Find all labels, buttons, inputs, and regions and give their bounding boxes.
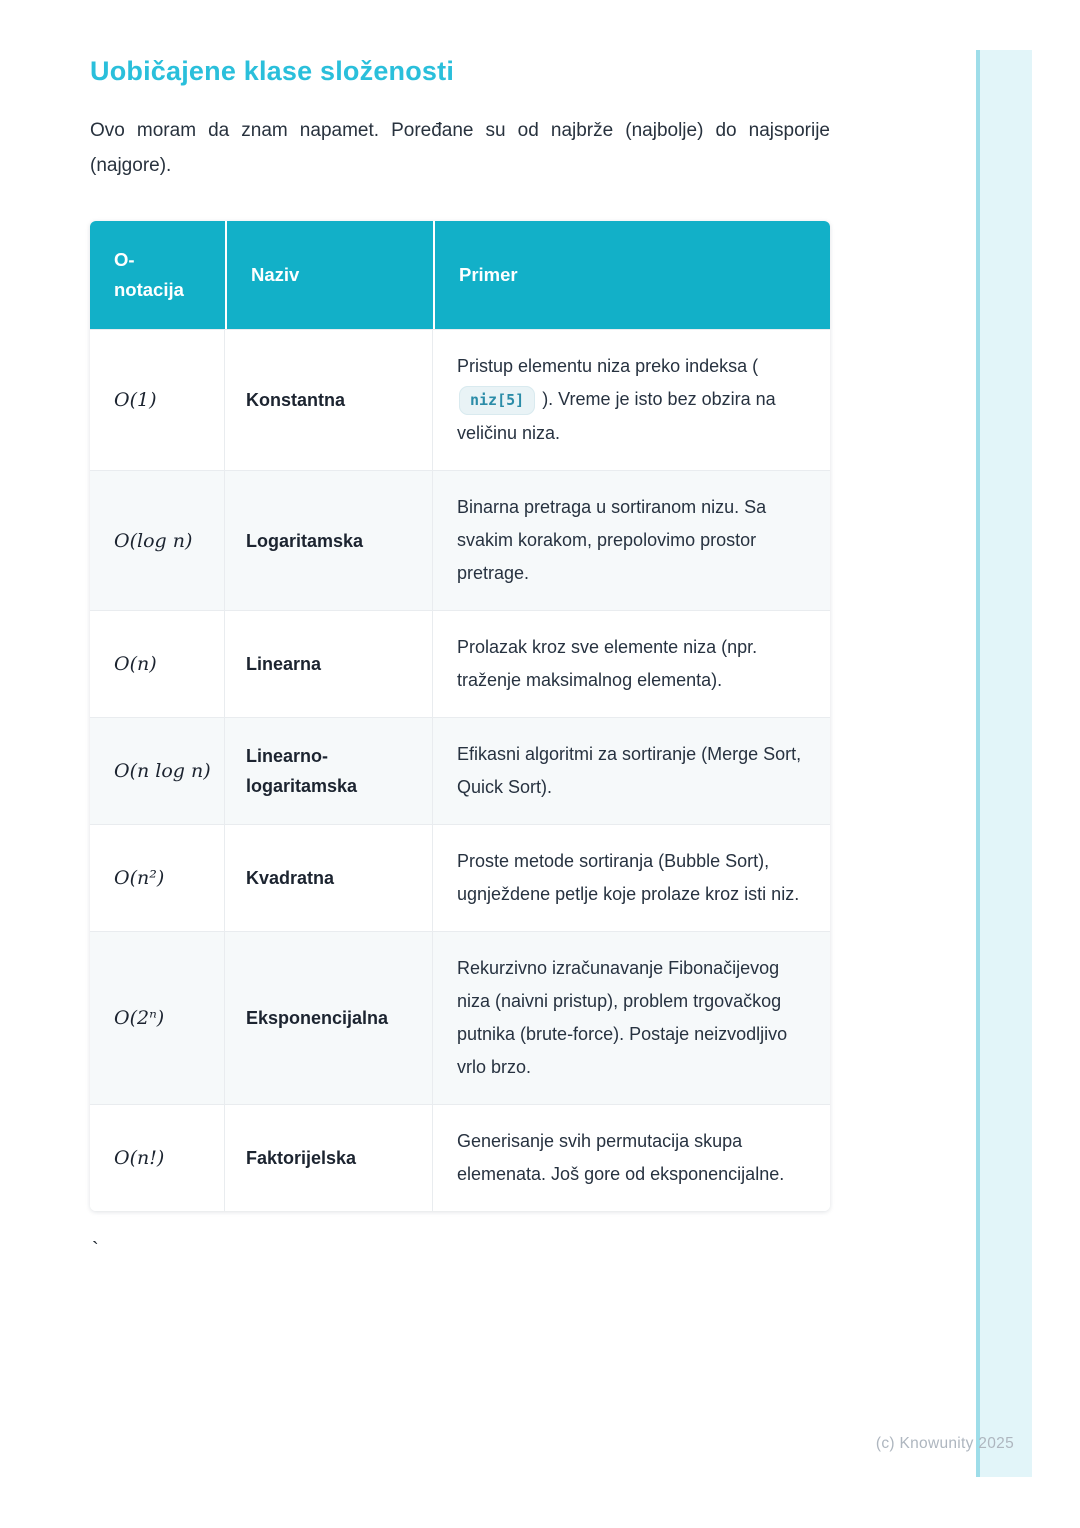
notation-cell: O(n) [90,610,225,717]
header-cell-o-notacija: O-notacija [90,221,225,329]
example-cell [433,931,830,1104]
right-accent-bar [976,50,1032,1477]
example-text-before: Binarna pretraga u sortiranom nizu. Sa svakim korakom, prepolovimo prostor pretrage. [457,497,767,583]
example-text-before: Proste metode sortiranja (Bubble Sort), ugnježdene petlje koje prolaze kroz isti niz. [457,851,800,904]
example-cell [433,329,830,470]
header-cell-naziv: Naziv [225,221,433,329]
table-row [90,1104,830,1211]
table-body [90,329,830,1211]
name-cell: Eksponencijalna [225,931,433,1104]
notation-cell: O(1) [90,329,225,470]
name-cell: Kvadratna [225,824,433,931]
table-row [90,931,830,1104]
table-row [90,610,830,717]
name-cell: Linearna [225,610,433,717]
intro-paragraph: Ovo moram da znam napamet. Poređane su od najbrže (najbolje) do najsporije (najgore). [90,120,830,176]
example-text-before: Pristup elementu niza preko indeksa ( [457,356,759,376]
example-text-before: Rekurzivno izračunavanje Fibonačijevog niza (naivni pristup), problem trgovačkog putnika (brute-force). Postaje neizvodljivo vrlo brzo. [457,958,788,1077]
complexity-table [90,221,830,1211]
example-text-after: ). Vreme je isto bez obzira na veličinu niza. [457,389,776,443]
notes-content [90,55,830,1262]
inline-code-chip: niz[5] [459,386,535,415]
example-cell [433,610,830,717]
table-header-row [90,221,830,329]
name-cell: Logaritamska [225,470,433,610]
name-cell: Faktorijelska [225,1104,433,1211]
stray-backtick: ` [92,1239,99,1261]
notation-cell: O(n log n) [90,717,225,824]
page-title: Uobičajene klase složenosti [90,56,455,86]
table-row [90,329,830,470]
example-text-before: Prolazak kroz sve elemente niza (npr. traženje maksimalnog elementa). [457,637,758,690]
example-text-before: Generisanje svih permutacija skupa elemenata. Još gore od eksponencijalne. [457,1131,785,1184]
example-cell [433,1104,830,1211]
example-cell [433,470,830,610]
notation-cell: O(n!) [90,1104,225,1211]
header-cell-primer: Primer [433,221,830,329]
notation-cell: O(n²) [90,824,225,931]
example-cell [433,824,830,931]
notation-cell: O(2ⁿ) [90,931,225,1104]
notation-cell: O(log n) [90,470,225,610]
example-text-before: Efikasni algoritmi za sortiranje (Merge Sort, Quick Sort). [457,744,802,797]
copyright-footer: (c) Knowunity 2025 [875,1435,1014,1452]
table-row [90,470,830,610]
table-row [90,824,830,931]
table-row [90,717,830,824]
name-cell: Konstantna [225,329,433,470]
name-cell: Linearno-logaritamska [225,717,433,824]
example-cell [433,717,830,824]
